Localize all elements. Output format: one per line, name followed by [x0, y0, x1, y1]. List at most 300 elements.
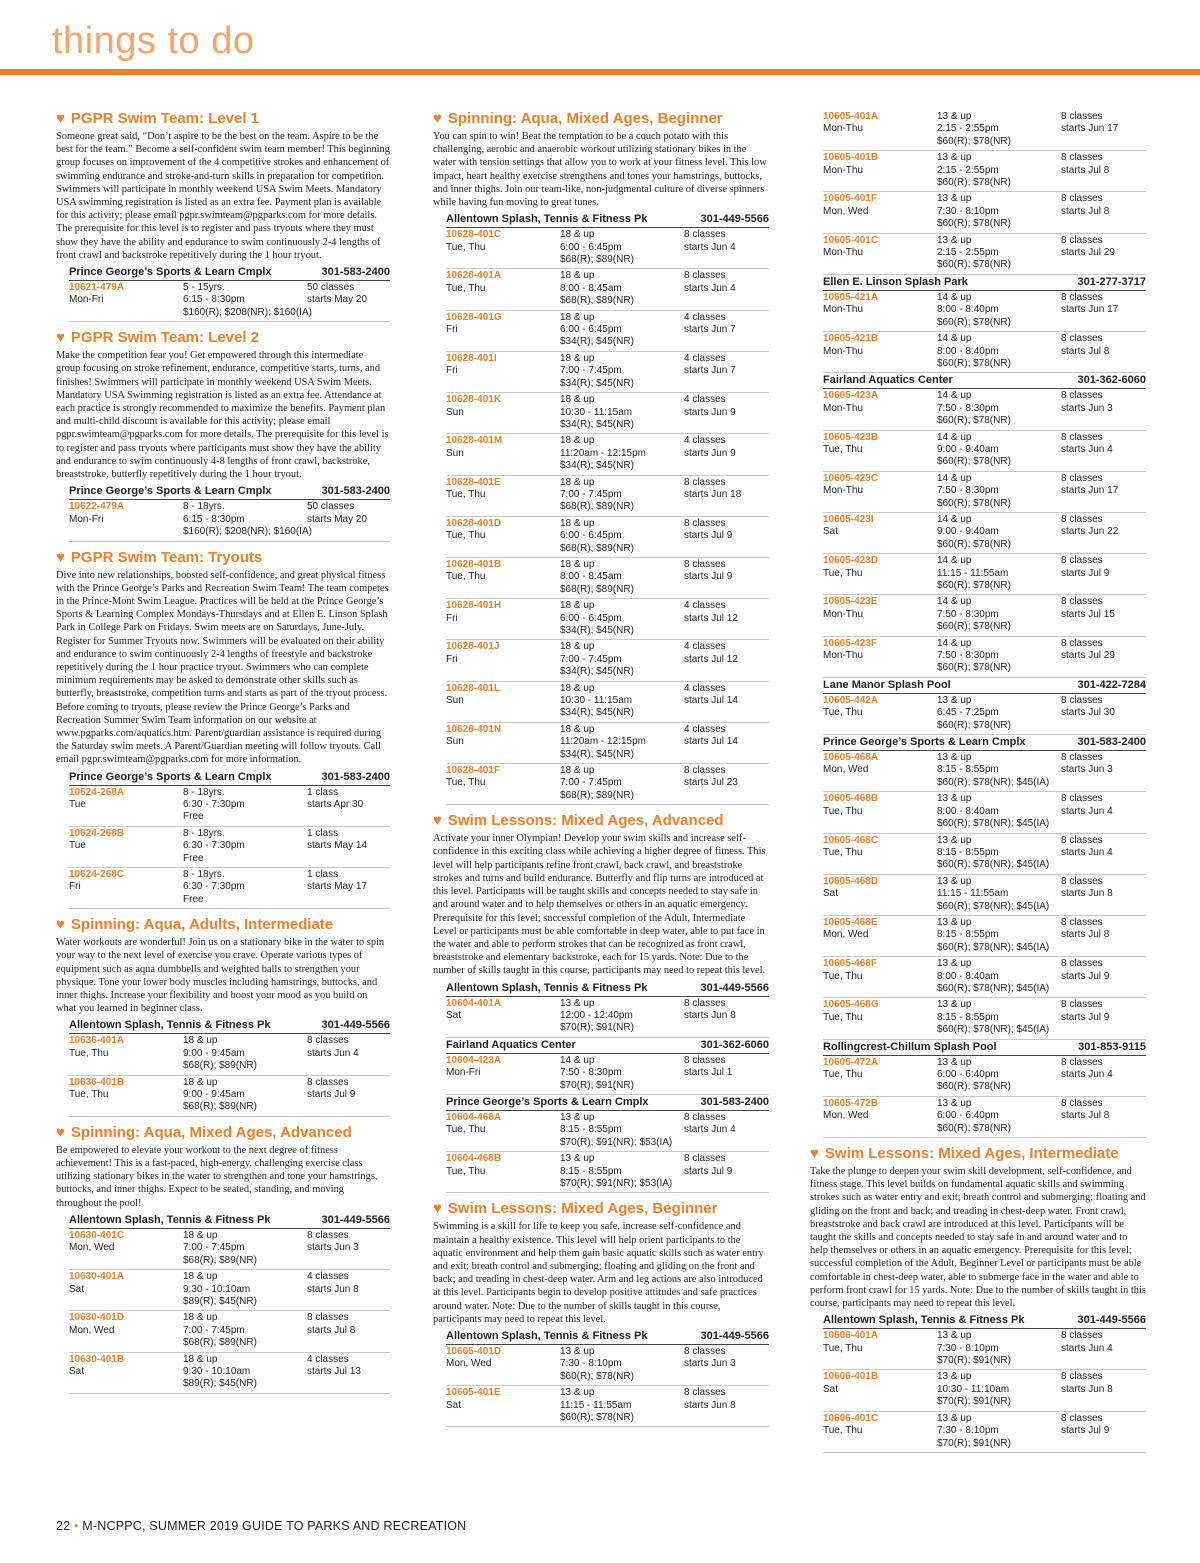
- age-range: 18 & up: [560, 682, 595, 694]
- class-row: [823, 998, 1146, 1039]
- class-row: [446, 311, 769, 352]
- class-row-line-2: [446, 777, 769, 789]
- class-fee: Free: [183, 811, 204, 823]
- course-code[interactable]: 10604-468B: [446, 1153, 502, 1165]
- class-row: [823, 751, 1146, 792]
- class-count: 4 classes: [684, 352, 726, 364]
- activity-description: Swimming is a skill for life to keep you safe, increase self-confidence and maintain a healthy existence. This level will help orient participants to the aquatic environment and help them gain basic aquatic skills such as water entry and exit; breath control and submerging; floating and gliding on the front and back; and treading in chest-deep water. Arm and leg actions are also introduced at this level. Participants begin to develop positive attitudes and safe practices around water. Note: Due to the number of skills taught in this course, participants may need to repeat this level.: [433, 1221, 764, 1325]
- course-code[interactable]: 10630-401C: [69, 1229, 125, 1241]
- course-code[interactable]: 10604-468A: [446, 1111, 502, 1123]
- class-count: 8 classes: [1061, 431, 1103, 443]
- class-fee: $60(R); $78(NR); $45(IA): [937, 900, 1050, 912]
- heart-icon: ♥: [56, 1123, 65, 1141]
- class-row-line-1: [69, 1077, 390, 1089]
- class-fee: $68(R); $89(NR): [183, 1060, 257, 1072]
- course-code[interactable]: 10605-401F: [823, 193, 877, 205]
- activity-section: [56, 110, 390, 322]
- class-count: 8 classes: [307, 1076, 349, 1088]
- meeting-time: 7:00 - 7:45pm: [560, 365, 622, 377]
- location-header: [69, 1213, 390, 1229]
- course-code[interactable]: 10628-401M: [446, 435, 503, 447]
- meeting-time: 12:00 - 12:40pm: [560, 1009, 633, 1021]
- meeting-time: 8:15 - 8:55pm: [937, 1011, 999, 1023]
- class-count: 8 classes: [684, 476, 726, 488]
- meeting-time: 7:30 - 8:10pm: [937, 1425, 999, 1437]
- activity-title-text: Swim Lessons: Mixed Ages, Intermediate: [824, 1145, 1119, 1163]
- meeting-days: Sat: [823, 1383, 839, 1395]
- class-fee: $60(R); $78(NR): [937, 316, 1011, 328]
- class-row-line-2: [69, 1284, 390, 1296]
- class-row-line-2: [446, 530, 769, 542]
- class-count: 8 classes: [1061, 793, 1103, 805]
- course-code[interactable]: 10624-268A: [69, 786, 125, 798]
- class-count: 4 classes: [684, 600, 726, 612]
- start-date: starts Jul 8: [1061, 345, 1110, 357]
- class-row-line-2: [446, 571, 769, 583]
- course-code[interactable]: 10628-401A: [446, 270, 502, 282]
- meeting-time: 11:15 - 11:55am: [560, 1399, 632, 1411]
- start-date: starts Jun 4: [1061, 1069, 1113, 1080]
- footer-text: M-NCPPC, SUMMER 2019 GUIDE TO PARKS AND RECREATION: [82, 1519, 467, 1533]
- course-code[interactable]: 10605-468G: [823, 999, 879, 1011]
- class-row: [69, 1311, 390, 1352]
- course-code[interactable]: 10630-401B: [69, 1353, 125, 1365]
- location-name: Ellen E. Linson Splash Park: [823, 275, 968, 288]
- start-date: starts Jul 9: [684, 571, 733, 583]
- class-fee: $34(R); $45(NR): [560, 625, 634, 636]
- class-count: 8 classes: [684, 229, 726, 241]
- meeting-days: Mon-Fri: [446, 1067, 481, 1079]
- course-code[interactable]: 10605-423E: [823, 596, 878, 608]
- meeting-days: Tue, Thu: [446, 777, 486, 789]
- class-row-line-2: [446, 448, 769, 460]
- class-row: [823, 472, 1146, 513]
- class-fee: $34(R); $45(NR): [560, 336, 634, 348]
- class-fee: $70(R); $91(NR): [937, 1437, 1011, 1449]
- age-range: 13 & up: [937, 752, 972, 764]
- class-row: [823, 875, 1146, 916]
- class-row: [823, 554, 1146, 595]
- course-code[interactable]: 10624-268B: [69, 827, 125, 839]
- meeting-days: Tue, Thu: [446, 530, 486, 542]
- class-row-line-1: [823, 473, 1146, 485]
- start-date: starts Jul 9: [307, 1089, 356, 1101]
- class-count: 8 classes: [684, 1153, 726, 1165]
- meeting-time: 8:00 - 8:40am: [937, 970, 999, 982]
- course-code[interactable]: 10628-401K: [446, 394, 502, 406]
- start-date: starts Jun 4: [684, 241, 736, 253]
- location-phone: 301-853-9115: [1078, 1040, 1146, 1053]
- class-row: [69, 500, 390, 541]
- class-row-line-1: [823, 333, 1146, 345]
- heart-icon: ♥: [56, 110, 65, 127]
- age-range: 14 & up: [560, 1054, 595, 1066]
- class-fee: $60(R); $78(NR): [937, 415, 1011, 427]
- meeting-days: Tue, Thu: [446, 488, 486, 500]
- course-code[interactable]: 10605-401E: [446, 1387, 501, 1399]
- class-count: 8 classes: [1061, 694, 1103, 706]
- course-code[interactable]: 10636-401A: [69, 1035, 125, 1047]
- course-code[interactable]: 10628-401B: [446, 558, 502, 570]
- page-footer: [56, 1519, 466, 1533]
- start-date: starts Jul 9: [684, 1165, 733, 1177]
- meeting-time: 6:15 - 8:30pm: [183, 294, 245, 306]
- class-fee: $60(R); $78(NR): [937, 259, 1011, 271]
- course-code[interactable]: 10604-423A: [446, 1054, 502, 1066]
- meeting-time: 11:20am - 12:15pm: [560, 447, 646, 459]
- class-count: 8 classes: [1061, 999, 1103, 1011]
- class-row-line-1: [446, 394, 769, 406]
- course-code[interactable]: 10605-468B: [823, 793, 879, 805]
- course-code[interactable]: 10605-468E: [823, 916, 878, 928]
- class-row: [446, 723, 769, 764]
- meeting-days: Fri: [69, 881, 81, 893]
- location-phone: 301-362-6060: [700, 1038, 769, 1051]
- class-count: 4 classes: [684, 435, 726, 447]
- class-count: 1 class: [307, 868, 339, 880]
- location-phone: 301-449-5566: [700, 981, 769, 994]
- class-row-line-1: [446, 1387, 769, 1399]
- course-code[interactable]: 10605-401C: [823, 234, 879, 246]
- class-count: 8 classes: [307, 1229, 349, 1241]
- course-code[interactable]: 10605-468F: [823, 958, 877, 970]
- class-count: 8 classes: [1061, 752, 1103, 764]
- course-code[interactable]: 10605-442A: [823, 694, 879, 706]
- location-phone: 301-583-2400: [321, 770, 390, 783]
- activity-section: [810, 1145, 1146, 1453]
- activity-title: [56, 110, 390, 128]
- class-row-line-1: [823, 596, 1146, 608]
- class-row: [823, 291, 1146, 332]
- activity-title: [433, 812, 769, 830]
- class-row-line-1: [69, 1312, 390, 1324]
- start-date: starts Jun 3: [1061, 764, 1113, 776]
- meeting-time: 9:00 - 9:45am: [183, 1047, 245, 1059]
- start-date: starts Jun 9: [684, 406, 736, 418]
- course-code[interactable]: 10605-472B: [823, 1097, 879, 1109]
- class-fee: $68(R); $89(NR): [560, 542, 634, 554]
- class-row-line-2: [69, 881, 390, 893]
- location-name: Allentown Splash, Tennis & Fitness Pk: [823, 1314, 1025, 1327]
- location-name: Prince George’s Sports & Learn Cmplx: [823, 736, 1026, 749]
- class-fee: $60(R); $78(NR): [937, 135, 1011, 147]
- course-code[interactable]: 10630-401A: [69, 1271, 125, 1283]
- start-date: starts May 20: [307, 513, 368, 525]
- class-fee: $60(R); $78(NR): [937, 177, 1011, 189]
- class-fee: $60(R); $78(NR): [937, 719, 1011, 731]
- activity-title: [433, 110, 769, 128]
- class-count: 4 classes: [684, 394, 726, 406]
- age-range: 18 & up: [183, 1353, 218, 1365]
- meeting-days: Fri: [446, 612, 458, 624]
- class-row-line-2: [823, 1343, 1146, 1355]
- class-row-line-2: [446, 654, 769, 666]
- start-date: starts Jun 4: [307, 1047, 359, 1059]
- course-code[interactable]: 10604-401A: [446, 997, 502, 1009]
- activity-title: [433, 1200, 769, 1218]
- age-range: 18 & up: [560, 435, 595, 447]
- age-range: 13 & up: [937, 1056, 972, 1068]
- meeting-days: Mon-Thu: [823, 402, 864, 414]
- class-row-line-1: [446, 518, 769, 530]
- class-row-line-1: [823, 752, 1146, 764]
- class-count: 8 classes: [1061, 596, 1103, 608]
- class-row: [823, 957, 1146, 998]
- course-code[interactable]: 10630-401D: [69, 1312, 125, 1324]
- meeting-time: 6:00 - 6:45pm: [560, 612, 622, 624]
- class-row: [446, 1152, 769, 1193]
- start-date: starts Jul 30: [1061, 707, 1115, 719]
- class-row: [69, 786, 390, 827]
- meeting-time: 7:00 - 7:45pm: [560, 488, 622, 500]
- class-row-line-1: [446, 1055, 769, 1067]
- class-fee: $70(R); $91(NR); $53(IA): [560, 1136, 673, 1148]
- location-phone: 301-583-2400: [321, 485, 390, 498]
- age-range: 18 & up: [183, 1229, 218, 1241]
- activity-title: [56, 916, 390, 934]
- age-range: 13 & up: [560, 1153, 595, 1165]
- class-row: [69, 1353, 390, 1394]
- class-fee: $70(R); $91(NR): [560, 1022, 634, 1034]
- start-date: starts Jul 8: [1061, 1110, 1110, 1122]
- class-count: 1 class: [307, 827, 339, 839]
- course-code[interactable]: 10605-421B: [823, 333, 879, 345]
- meeting-days: Mon, Wed: [69, 1242, 115, 1254]
- course-code[interactable]: 10605-468D: [823, 875, 879, 887]
- class-row-line-2: [69, 1366, 390, 1378]
- class-row-line-1: [823, 793, 1146, 805]
- class-count: 8 classes: [1061, 958, 1103, 970]
- location-name: Lane Manor Splash Pool: [823, 678, 951, 691]
- meeting-time: 8:15 - 8:55pm: [560, 1124, 622, 1136]
- class-row: [446, 599, 769, 640]
- activity-description: Someone great said, “Don’t aspire to be the best on the team. Aspire to be the best for the team.” Become a self-confident swim team member! This beginning group focuses on improvement of the 4 competitive strokes and enhancement of swimming endurance and stroke-and-turn skills in preparation for competition. Swimmers will participate in monthly weekend USA Swim Meets. Mandatory USA swimming registration is listed as an extra fee. Payment plan is available for this activity; please email pgpr.swimteam@pgparks.com for more details. The prerequisite for this level is to register and pass tryouts where they must show they have the ability and endurance to swim continuously 2-4 lengths of front crawl and backstroke repetitively during the 1 hour tryout.: [56, 131, 390, 261]
- age-range: 18 & up: [560, 517, 595, 529]
- location-phone: 301-449-5566: [321, 1213, 390, 1226]
- meeting-time: 6:30 - 7:30pm: [183, 840, 245, 852]
- course-code[interactable]: 10605-423B: [823, 431, 879, 443]
- class-row-line-1: [446, 641, 769, 653]
- start-date: starts Jun 7: [684, 324, 736, 336]
- class-count: 4 classes: [307, 1353, 349, 1365]
- class-row: [823, 834, 1146, 875]
- course-code[interactable]: 10628-401J: [446, 641, 500, 653]
- class-row-line-2: [446, 242, 769, 254]
- class-count: 8 classes: [684, 1387, 726, 1399]
- meeting-days: Mon-Thu: [823, 485, 864, 497]
- course-code[interactable]: 10605-423C: [823, 472, 879, 484]
- start-date: starts Jul 15: [1061, 608, 1115, 620]
- class-row-line-2: [823, 650, 1146, 662]
- heart-icon: ♥: [810, 1145, 819, 1163]
- course-code[interactable]: 10628-401C: [446, 229, 502, 241]
- course-code[interactable]: 10605-401D: [446, 1346, 502, 1358]
- course-code[interactable]: 10636-401B: [69, 1076, 125, 1088]
- class-count: 8 classes: [684, 270, 726, 282]
- class-row-line-2: [446, 324, 769, 336]
- course-code[interactable]: 10605-423D: [823, 555, 879, 567]
- course-code[interactable]: 10605-468A: [823, 752, 879, 764]
- activity-description: Activate your inner Olympian! Develop your swim skills and increase self-confidence in this exciting class while achieving a higher degree of fitness. This level will help participants refine front crawl, back crawl, and breaststroke strokes and turns and build endurance. Butterfly and flip turns are introduced at this level. Participants will be taught skills and concepts needed to stay safe in and around water and to help themselves or others in an aquatic emergency. Prerequisite for this level; successful completion of the Adult, Intermediate Level or participants must be able comfortable in deep water, able to put face in the water and able to perform strokes that can be recognized as front crawl, breaststroke and elementary backstroke, each for 15 yards. Note: Due to the number of skills taught in this course, participants may need to repeat this level.: [433, 833, 766, 977]
- course-code[interactable]: 10628-401D: [446, 517, 502, 529]
- class-fee: $60(R); $78(NR): [937, 538, 1011, 550]
- class-row-line-1: [446, 229, 769, 241]
- location-header: [69, 484, 390, 500]
- class-row: [823, 1097, 1146, 1138]
- class-count: 8 classes: [1061, 637, 1103, 649]
- class-row-line-1: [446, 312, 769, 324]
- class-fee: $60(R); $78(NR); $45(IA): [937, 776, 1050, 788]
- location-phone: 301-583-2400: [1077, 736, 1146, 749]
- class-fee: $68(R); $89(NR): [560, 501, 634, 513]
- class-row: [823, 431, 1146, 472]
- course-code[interactable]: 10605-423F: [823, 637, 877, 649]
- meeting-days: Tue, Thu: [823, 1425, 863, 1437]
- class-count: 8 classes: [1061, 1097, 1103, 1109]
- course-code[interactable]: 10606-401A: [823, 1330, 879, 1342]
- age-range: 13 & up: [937, 694, 972, 706]
- activity-description: You can spin to win! Beat the temptation to be a couch potato with this challenging, aerobic and anaerobic workout utilizing stationary bikes in the water with tension settings that allow you to work at your fitness level. This low impact, heart healthy exercise strengthens and tones your hamstrings, buttocks, and inner thighs. Join our team-like, non-judgmental culture of diverse spinners while having fun moving to great tunes.: [433, 131, 767, 209]
- meeting-days: Tue, Thu: [446, 571, 486, 583]
- class-row: [69, 281, 390, 322]
- meeting-time: 7:30 - 8:10pm: [560, 1358, 622, 1370]
- meeting-days: Sun: [446, 406, 464, 418]
- class-row-line-1: [823, 958, 1146, 970]
- meeting-days: Tue, Thu: [446, 241, 486, 253]
- meeting-time: 7:30 - 8:10pm: [937, 205, 999, 217]
- course-code[interactable]: 10605-401B: [823, 152, 879, 164]
- location-header: [823, 373, 1146, 389]
- class-row-line-2: [69, 294, 390, 306]
- class-row-line-2: [823, 346, 1146, 358]
- class-row-line-1: [446, 353, 769, 365]
- class-fee: $60(R); $78(NR): [937, 357, 1011, 369]
- class-row: [446, 434, 769, 475]
- class-fee: $68(R); $89(NR): [183, 1337, 257, 1349]
- course-code[interactable]: 10622-479A: [69, 501, 125, 513]
- class-fee: $68(R); $89(NR): [560, 789, 634, 801]
- course-code[interactable]: 10628-401I: [446, 352, 497, 364]
- class-row: [446, 393, 769, 434]
- age-range: 13 & up: [560, 1346, 595, 1358]
- age-range: 18 & up: [560, 270, 595, 282]
- class-row-line-1: [446, 435, 769, 447]
- age-range: 13 & up: [937, 152, 972, 164]
- course-code[interactable]: 10606-401C: [823, 1412, 879, 1424]
- course-code[interactable]: 10624-268C: [69, 868, 125, 880]
- course-code[interactable]: 10621-479A: [69, 282, 125, 294]
- class-fee: $60(R); $78(NR): [937, 218, 1011, 230]
- class-row-line-1: [823, 111, 1146, 123]
- class-count: 8 classes: [1061, 916, 1103, 928]
- class-count: 8 classes: [307, 1035, 349, 1047]
- course-code[interactable]: 10605-468C: [823, 834, 879, 846]
- start-date: starts Jul 9: [1061, 1425, 1110, 1437]
- class-row-line-2: [823, 568, 1146, 580]
- class-row: [446, 476, 769, 517]
- heart-icon: ♥: [56, 916, 65, 934]
- meeting-days: Mon-Thu: [823, 608, 864, 620]
- activity-title-text: Swim Lessons: Mixed Ages, Beginner: [447, 1200, 718, 1218]
- meeting-time: 8:00 - 8:40am: [937, 805, 999, 817]
- meeting-days: Sat: [823, 888, 839, 900]
- meeting-days: Sun: [446, 736, 464, 748]
- meeting-days: Tue: [69, 840, 86, 852]
- course-code[interactable]: 10628-401G: [446, 311, 502, 323]
- meeting-days: Tue: [69, 798, 86, 810]
- class-count: 8 classes: [1061, 1371, 1103, 1383]
- age-range: 18 & up: [560, 394, 595, 406]
- start-date: starts Jul 29: [1061, 650, 1115, 662]
- course-code[interactable]: 10628-401L: [446, 682, 500, 694]
- meeting-time: 8:00 - 8:40pm: [937, 304, 999, 316]
- activity-title: [56, 549, 390, 567]
- location-phone: 301-449-5566: [321, 1019, 390, 1032]
- course-code[interactable]: 10628-401N: [446, 723, 502, 735]
- location-header: [823, 1040, 1146, 1056]
- age-range: 14 & up: [937, 637, 972, 649]
- location-name: Prince George’s Sports & Learn Cmplx: [69, 770, 272, 783]
- activity-title: [56, 1124, 390, 1142]
- meeting-days: Mon-Fri: [69, 513, 104, 525]
- class-count: 8 classes: [307, 1312, 349, 1324]
- class-row-line-1: [823, 514, 1146, 526]
- class-fee: $68(R); $89(NR): [560, 254, 634, 266]
- age-range: 8 - 18yrs.: [183, 786, 225, 798]
- activity-section: [433, 812, 769, 1193]
- meeting-days: Mon-Thu: [823, 650, 864, 662]
- activity-title: [810, 1145, 1146, 1163]
- start-date: starts Jun 9: [684, 447, 736, 459]
- course-code[interactable]: 10606-401B: [823, 1371, 879, 1383]
- start-date: starts Jul 8: [307, 1324, 356, 1336]
- class-row: [446, 1386, 769, 1427]
- class-row-line-2: [823, 403, 1146, 415]
- course-code[interactable]: 10628-401F: [446, 765, 500, 777]
- class-row-line-2: [69, 840, 390, 852]
- class-row-line-2: [446, 283, 769, 295]
- start-date: starts Jul 14: [684, 695, 738, 707]
- start-date: starts Jun 8: [684, 1399, 736, 1411]
- class-row-line-2: [823, 1384, 1146, 1396]
- activity-section: [56, 916, 390, 1117]
- class-fee: $34(R); $45(NR): [560, 418, 634, 430]
- class-fee: $68(R); $89(NR): [183, 1254, 257, 1266]
- course-code[interactable]: 10605-401A: [823, 111, 879, 122]
- class-fee: $70(R); $91(NR): [560, 1079, 634, 1091]
- class-row: [446, 764, 769, 805]
- course-code[interactable]: 10628-401E: [446, 476, 501, 488]
- course-code[interactable]: 10605-423A: [823, 390, 879, 402]
- page-header-title: things to do: [52, 20, 255, 62]
- class-fee: $70(R); $91(NR); $53(IA): [560, 1177, 673, 1189]
- course-code[interactable]: 10605-421A: [823, 291, 879, 303]
- course-code[interactable]: 10605-423I: [823, 513, 874, 525]
- class-row-line-2: [446, 1358, 769, 1370]
- class-row-line-2: [823, 1110, 1146, 1122]
- class-row-line-1: [823, 235, 1146, 247]
- class-row: [823, 234, 1146, 275]
- age-range: 18 & up: [183, 1271, 218, 1283]
- start-date: starts Jun 3: [684, 1358, 736, 1370]
- age-range: 13 & up: [937, 111, 972, 122]
- course-code[interactable]: 10605-472A: [823, 1056, 879, 1068]
- meeting-time: 11:20am - 12:15pm: [560, 736, 646, 748]
- age-range: 13 & up: [937, 1371, 972, 1383]
- course-code[interactable]: 10628-401H: [446, 600, 502, 612]
- location-name: Allentown Splash, Tennis & Fitness Pk: [446, 213, 648, 226]
- location-header: [823, 275, 1146, 291]
